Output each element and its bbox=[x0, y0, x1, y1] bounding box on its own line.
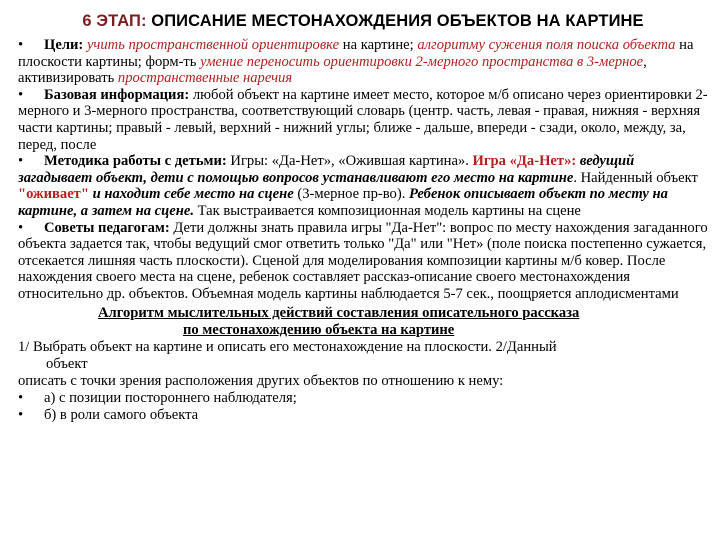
algorithm-item-a bbox=[18, 390, 708, 407]
algorithm-step-1: 1/ Выбрать объект на картине и описать его местонахождение на плоскости. 2/Данный bbox=[18, 338, 557, 355]
goals-text-6: , активизировать bbox=[18, 53, 647, 87]
method-games: Игры: «Да-Нет», «Ожившая картина». bbox=[226, 153, 473, 170]
goals-text-7: пространственные наречия bbox=[117, 70, 293, 87]
algorithm-step-2: описать с точки зрения расположения других объектов по отношению к нему: bbox=[18, 372, 504, 389]
method-text-6: Ребенок описывает объект по месту на картине, а затем на сцене. bbox=[18, 186, 668, 219]
algorithm-item-b bbox=[18, 407, 708, 424]
bullet-icon: • bbox=[18, 406, 24, 423]
algorithm-item-b-text: б) в роли самого объекта bbox=[44, 406, 199, 423]
goals-paragraph bbox=[18, 37, 708, 87]
page-title bbox=[18, 12, 708, 31]
base-text: любой объект на картине имеет место, которое м/б описано через ориентировки 2-мерного и 3-мерного пространства, соответствующий словарь (центр. часть, левая - правая, нижняя - верхняя части картины; правый - левый, верхний - нижний углы; ближе - дальше, впереди - сзади, около, между, за, перед, после bbox=[18, 86, 708, 153]
method-text-3: "оживает" bbox=[18, 186, 89, 203]
goals-text-3: алгоритму сужения поля поиска объекта bbox=[417, 37, 676, 53]
base-label: Базовая информация: bbox=[44, 86, 190, 103]
method-text-5: (3-мерное пр-во). bbox=[293, 186, 409, 203]
method-paragraph bbox=[18, 153, 708, 219]
algorithm-step-1-cont: объект bbox=[46, 355, 88, 372]
algorithm-title-line-2: по местонахождению объекта на картине bbox=[183, 321, 455, 338]
goals-text-1: учить пространственной ориентировке bbox=[83, 37, 340, 53]
stage-label: 6 ЭТАП: bbox=[82, 12, 147, 30]
bullet-icon: • bbox=[18, 219, 24, 236]
bullet-icon: • bbox=[18, 389, 24, 406]
method-text-4: и находит себе место на сцене bbox=[88, 186, 294, 203]
method-text-2: . Найденный объект bbox=[573, 169, 698, 186]
method-text-7: Так выстраивается композиционная модель картины на сцене bbox=[193, 202, 581, 219]
advice-label: Советы педагогам: bbox=[44, 219, 170, 236]
goals-text-2: на картине; bbox=[339, 37, 418, 53]
bullet-icon: • bbox=[18, 37, 24, 53]
goals-text-5: умение переносить ориентировки 2-мерного пространства в 3-мерное bbox=[200, 53, 644, 70]
method-text-1: ведущий загадывает объект, дети с помощью вопросов устанавливают его место на картине bbox=[18, 153, 635, 186]
bullet-icon: • bbox=[18, 86, 24, 103]
method-label: Методика работы с детьми: bbox=[44, 153, 227, 170]
bullet-icon: • bbox=[18, 153, 24, 170]
algorithm-title-line-1: Алгоритм мыслительных действий составления описательного рассказа bbox=[98, 304, 580, 321]
goals-label: Цели: bbox=[44, 37, 84, 53]
title-text: ОПИСАНИЕ МЕСТОНАХОЖДЕНИЯ ОБЪЕКТОВ НА КАРТИНЕ bbox=[146, 12, 644, 30]
advice-text: Дети должны знать правила игры "Да-Нет": вопрос по месту нахождения загаданного объекта задается так, чтобы ведущий смог ответить только "Да" или "Нет» (поле поиска постепенно сужается, отсекается лишняя часть плоскости). Сценой для моделирования композиции картины м/б ковер. После нахождения своего места на сцене, ребенок составляет рассказ-описание своего местонахождения относительно др. объектов. Объемная модель картины наблюдается 5-7 сек., поощряется аплодисментами bbox=[18, 219, 708, 302]
game-label: Игра «Да-Нет»: bbox=[472, 153, 577, 170]
algorithm-item-a-text: а) с позиции постороннего наблюдателя; bbox=[44, 389, 297, 406]
advice-paragraph bbox=[18, 220, 708, 303]
goals-text-4: на плоскости картины; форм-ть bbox=[18, 37, 694, 70]
base-paragraph bbox=[18, 87, 708, 153]
